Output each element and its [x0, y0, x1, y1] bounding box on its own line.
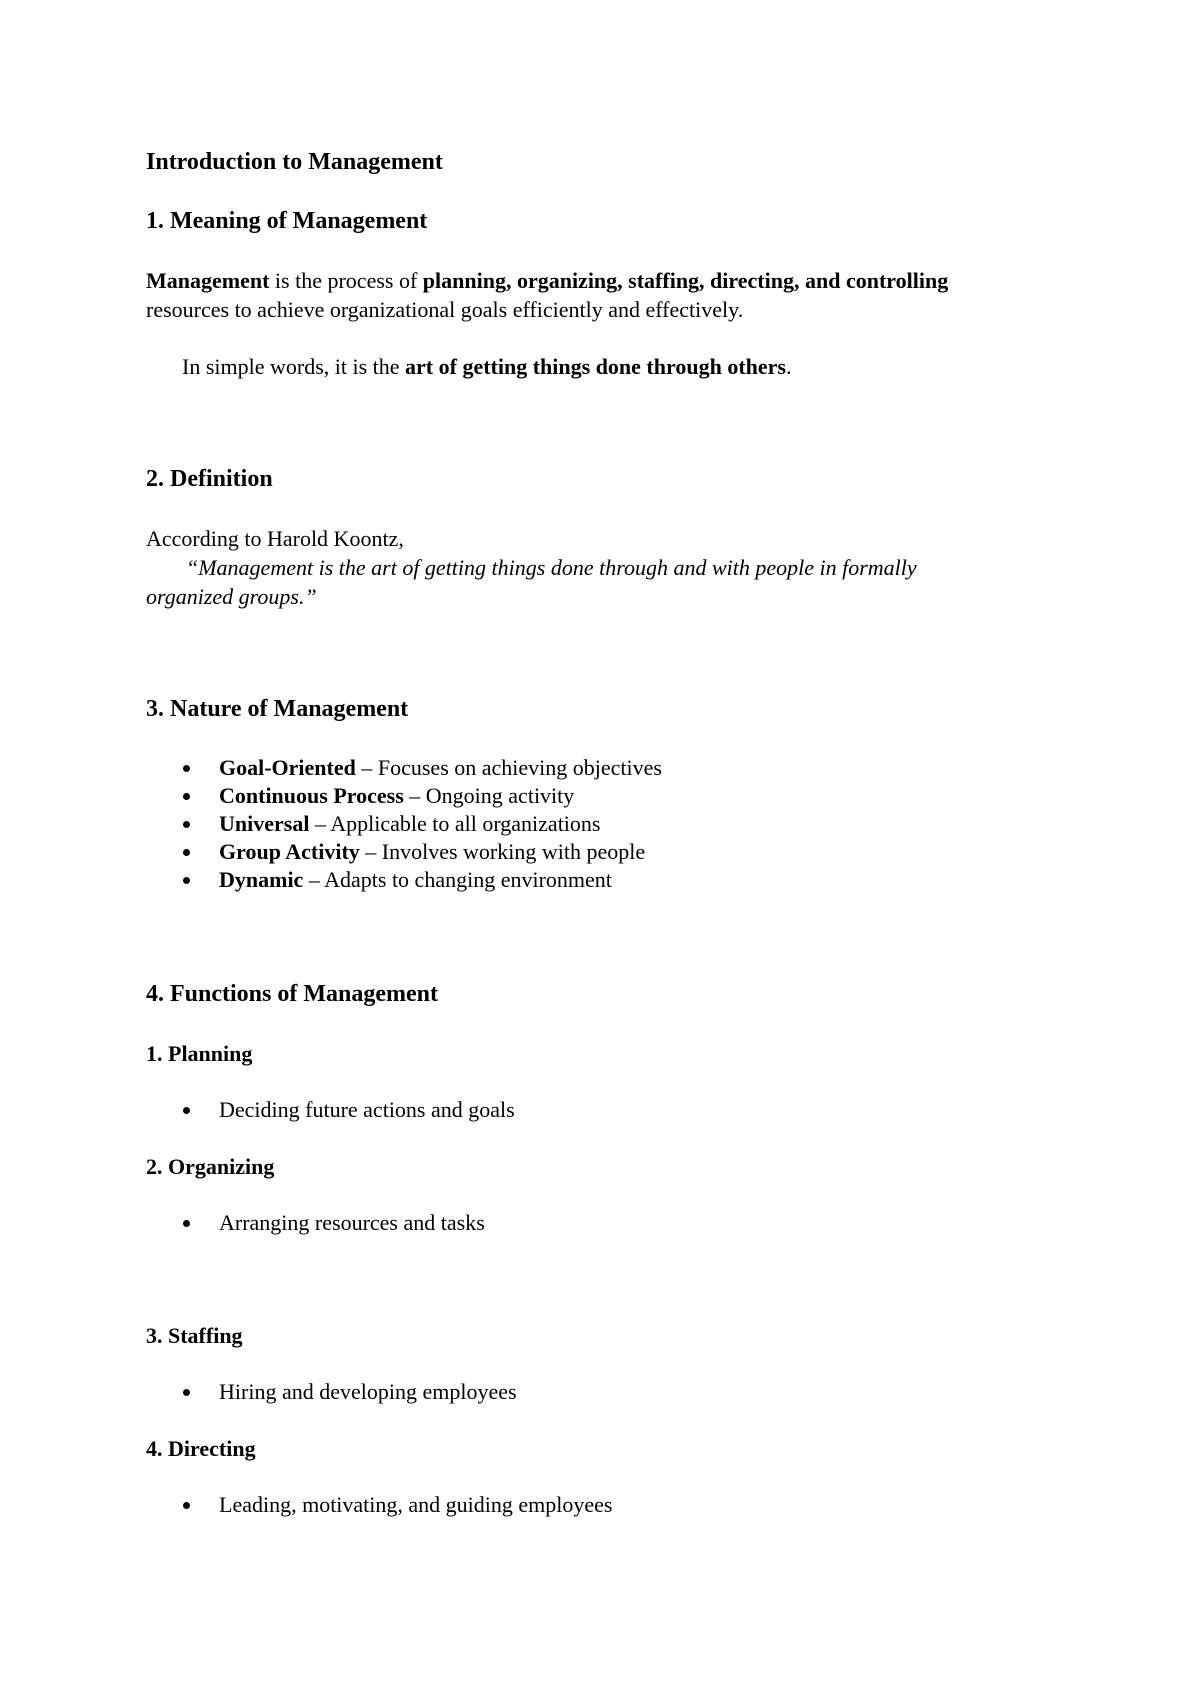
function-directing-list [146, 1491, 612, 1519]
management-functions-list: planning, organizing, staffing, directing, and controlling [422, 268, 949, 293]
definition-intro: According to Harold Koontz, [146, 526, 404, 551]
list-item [146, 810, 662, 838]
section-2-heading: 2. Definition [146, 466, 273, 492]
function-item-text: Leading, motivating, and guiding employees [219, 1492, 613, 1517]
nature-term: Continuous Process [219, 783, 404, 808]
function-organizing-title: 2. Organizing [146, 1154, 275, 1179]
list-item [146, 838, 662, 866]
definition-quote-line-1: “Management is the art of getting things done through and with people in formally [186, 555, 917, 580]
function-item-text: Deciding future actions and goals [219, 1097, 515, 1122]
nature-desc: – Adapts to changing environment [303, 867, 612, 892]
section-1-heading: 1. Meaning of Management [146, 208, 428, 234]
management-term: Management [146, 268, 270, 293]
function-organizing-list [146, 1209, 485, 1237]
function-item-text: Hiring and developing employees [219, 1379, 517, 1404]
section-1-paragraph-line-2: resources to achieve organizational goals efficiently and effectively. [146, 297, 744, 322]
nature-term: Goal-Oriented [219, 755, 356, 780]
list-item [146, 866, 662, 894]
function-planning-title: 1. Planning [146, 1041, 253, 1066]
bullet-icon [183, 1220, 190, 1227]
bullet-icon [183, 849, 190, 856]
document-title: Introduction to Management [146, 149, 443, 175]
section-4-heading: 4. Functions of Management [146, 981, 438, 1007]
nature-desc: – Applicable to all organizations [309, 811, 601, 836]
nature-term: Dynamic [219, 867, 304, 892]
section-1-paragraph-line-1 [146, 266, 948, 295]
list-item [146, 1096, 515, 1124]
function-item-text: Arranging resources and tasks [219, 1210, 485, 1235]
bullet-icon [183, 1389, 190, 1396]
bullet-icon [183, 877, 190, 884]
nature-desc: – Ongoing activity [403, 783, 575, 808]
function-planning-list [146, 1096, 515, 1124]
nature-term: Group Activity [219, 839, 360, 864]
nature-desc: – Involves working with people [359, 839, 646, 864]
list-item [146, 1209, 485, 1237]
list-item [146, 1378, 517, 1406]
function-staffing-list [146, 1378, 517, 1406]
section-3-heading: 3. Nature of Management [146, 696, 409, 722]
function-staffing-title: 3. Staffing [146, 1323, 243, 1348]
bullet-icon [183, 793, 190, 800]
definition-quote-line-2: organized groups.” [146, 584, 317, 609]
bullet-icon [183, 1107, 190, 1114]
simple-words-emphasis: art of getting things done through others [405, 354, 786, 379]
section-1-simple-words [182, 352, 792, 381]
list-item [146, 754, 662, 782]
nature-term: Universal [219, 811, 310, 836]
bullet-icon [183, 765, 190, 772]
nature-list [146, 754, 662, 894]
bullet-icon [183, 1502, 190, 1509]
nature-desc: – Focuses on achieving objectives [355, 755, 662, 780]
function-directing-title: 4. Directing [146, 1436, 256, 1461]
bullet-icon [183, 821, 190, 828]
management-definition-text: is the process of [269, 268, 423, 293]
simple-words-tail: . [786, 354, 792, 379]
list-item [146, 782, 662, 810]
list-item [146, 1491, 612, 1519]
simple-words-lead: In simple words, it is the [182, 354, 406, 379]
